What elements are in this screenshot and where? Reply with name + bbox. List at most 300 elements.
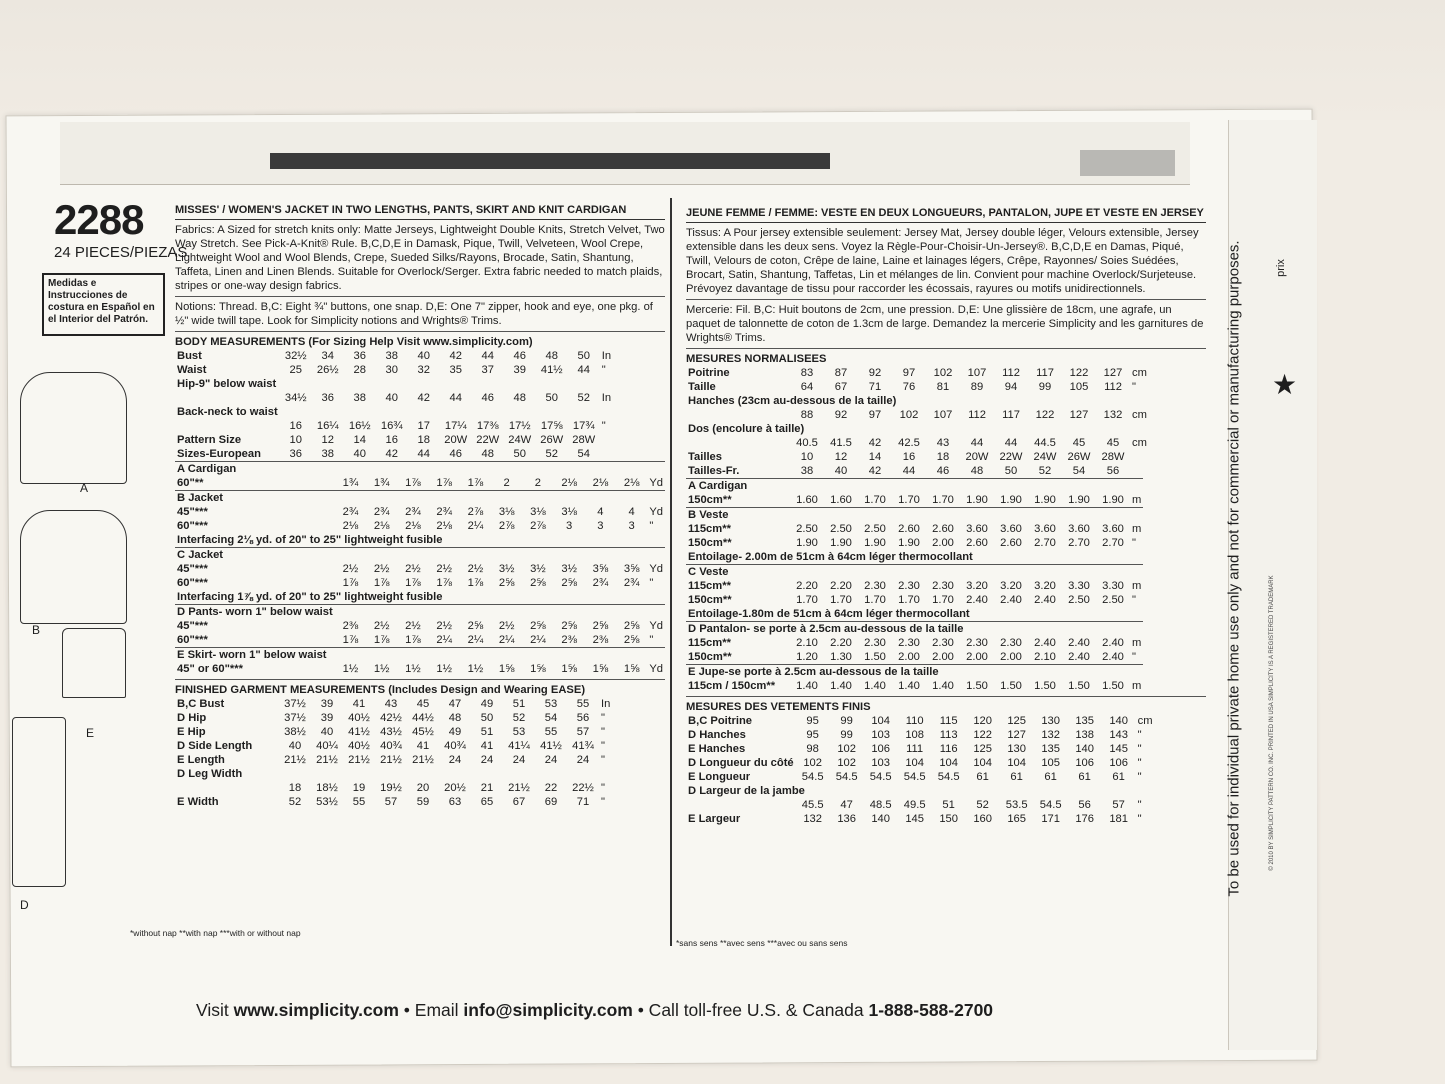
- table-row: [686, 607, 1143, 622]
- table-cell: 1.90: [796, 537, 818, 549]
- unit-cell: Yd: [649, 563, 663, 575]
- table-cell: 122: [1035, 409, 1055, 421]
- english-finished-table: [175, 697, 612, 809]
- table-cell: 20½: [444, 782, 466, 794]
- table-cell: 48: [513, 392, 526, 404]
- table-row: [175, 533, 665, 548]
- table-row: [175, 505, 665, 519]
- table-cell: 3.20: [1000, 580, 1022, 592]
- table-cell: 2.40: [1102, 651, 1124, 663]
- table-cell: 117: [1002, 409, 1020, 421]
- table-cell: 99: [840, 729, 853, 741]
- table-cell: 37½: [284, 698, 306, 710]
- table-row: [686, 408, 1149, 422]
- table-cell: 2⅝: [498, 577, 515, 589]
- table-cell: 63: [448, 796, 462, 808]
- table-cell: 122: [1069, 367, 1089, 379]
- table-cell: 3½: [530, 563, 546, 575]
- table-row: [686, 565, 1143, 580]
- table-cell: 115: [939, 715, 958, 727]
- unit-cell: Yd: [649, 477, 663, 489]
- table-cell: [343, 767, 375, 781]
- table-cell: 136: [837, 813, 856, 825]
- table-row: [175, 391, 613, 405]
- table-cell: 1.20: [796, 651, 818, 663]
- table-cell: 35: [449, 364, 462, 376]
- table-cell: 81: [936, 381, 950, 393]
- table-cell: 1.70: [864, 494, 886, 506]
- table-cell: [440, 377, 472, 391]
- table-cell: 55: [576, 698, 590, 710]
- unit-cell: ": [601, 782, 605, 794]
- price-label: prix: [1274, 259, 1287, 277]
- table-cell: [616, 462, 647, 477]
- table-cell: 1.90: [1000, 494, 1022, 506]
- table-row: [686, 579, 1143, 593]
- table-cell: 16¾: [380, 420, 403, 432]
- row-label: Interfacing 2⅛ yd. of 20" to 25" lightweight fusible: [177, 534, 443, 546]
- table-cell: 1⅞: [342, 634, 359, 646]
- table-cell: 2⅛: [623, 477, 640, 489]
- unit-cell: ": [601, 726, 605, 738]
- unit-cell: [600, 433, 613, 447]
- table-cell: 2⅝: [561, 577, 577, 589]
- table-cell: 14: [353, 434, 366, 446]
- table-cell: 36: [353, 350, 366, 362]
- table-row: [686, 714, 1155, 728]
- table-cell: 40: [385, 392, 398, 404]
- table-cell: 1.70: [932, 594, 954, 606]
- table-cell: 138: [1075, 729, 1094, 741]
- table-cell: 97: [868, 409, 882, 421]
- table-cell: 2.70: [1034, 537, 1056, 549]
- row-label: A Cardigan: [175, 462, 335, 477]
- table-cell: [407, 767, 439, 781]
- table-cell: 1.50: [1000, 680, 1022, 692]
- table-cell: 53: [544, 698, 558, 710]
- table-cell: [616, 548, 647, 563]
- table-cell: 2.30: [864, 580, 886, 592]
- table-cell: 20W: [444, 434, 468, 446]
- table-cell: 2½: [405, 620, 421, 632]
- table-cell: 2.10: [1034, 651, 1056, 663]
- table-cell: [472, 377, 504, 391]
- table-cell: 1½: [467, 663, 484, 675]
- table-cell: 2.50: [1102, 594, 1124, 606]
- table-cell: 42.5: [898, 437, 920, 449]
- table-cell: 2⅜: [342, 620, 359, 632]
- unit-cell: [647, 491, 665, 506]
- table-cell: 143: [1109, 729, 1128, 741]
- table-cell: 43: [384, 698, 398, 710]
- table-cell: 1.90: [864, 537, 886, 549]
- table-cell: 18: [936, 451, 950, 463]
- table-cell: 45: [1106, 437, 1120, 449]
- table-cell: [554, 648, 585, 663]
- table-cell: 2⅝: [467, 620, 484, 632]
- row-label: D Leg Width: [177, 768, 243, 780]
- unit-cell: ": [1132, 594, 1136, 606]
- table-cell: [491, 548, 522, 563]
- table-cell: 1.60: [796, 494, 818, 506]
- row-label: Tailles-Fr.: [688, 465, 740, 477]
- table-cell: 2.60: [966, 537, 988, 549]
- table-cell: 18½: [316, 782, 338, 794]
- table-cell: 38: [385, 350, 398, 362]
- table-row: [686, 770, 1155, 784]
- table-cell: 2.50: [796, 523, 818, 535]
- table-cell: 48: [448, 712, 462, 724]
- table-cell: 3.60: [966, 523, 988, 535]
- table-row: [175, 476, 665, 491]
- english-yardage-table: [175, 461, 665, 676]
- table-cell: 50: [1004, 465, 1018, 477]
- row-label: D Largeur de la jambe: [688, 785, 805, 797]
- table-cell: 106: [1109, 757, 1128, 769]
- row-label: 60"***: [177, 577, 208, 589]
- table-cell: 42: [868, 437, 882, 449]
- table-cell: 106: [1075, 757, 1094, 769]
- unit-cell: m: [1132, 494, 1142, 506]
- table-row: [175, 697, 612, 711]
- table-cell: [366, 548, 397, 563]
- table-cell: 1⅞: [405, 477, 421, 489]
- table-cell: 1.70: [898, 494, 920, 506]
- table-cell: 52: [288, 796, 302, 808]
- unit-cell: ": [1137, 813, 1142, 825]
- table-cell: 99: [1038, 381, 1052, 393]
- table-cell: 16: [385, 434, 398, 446]
- row-label: E Hanches: [688, 743, 746, 755]
- table-cell: [429, 648, 460, 663]
- table-cell: 50: [480, 712, 494, 724]
- table-cell: 1⅞: [405, 577, 421, 589]
- table-cell: 102: [933, 367, 953, 379]
- table-cell: 26½: [316, 364, 339, 376]
- unit-cell: Yd: [649, 663, 663, 675]
- table-cell: [504, 377, 536, 391]
- table-cell: 56: [576, 712, 590, 724]
- table-row: [686, 493, 1143, 508]
- table-cell: 24W: [508, 434, 532, 446]
- table-cell: 127: [1007, 729, 1026, 741]
- view-label-d: D: [20, 898, 29, 912]
- unit-cell: ": [1137, 799, 1142, 811]
- table-cell: 47: [448, 698, 462, 710]
- row-label: Back-neck to waist: [177, 406, 278, 418]
- table-cell: 37½: [284, 712, 306, 724]
- table-cell: 67: [512, 796, 526, 808]
- table-cell: [366, 648, 397, 663]
- usage-disclaimer: To be used for individual private home use only and not for commercial or manufacturing purposes.: [1225, 240, 1243, 897]
- table-cell: 52: [545, 448, 558, 460]
- table-cell: 54.5: [1039, 799, 1062, 811]
- row-label: Pattern Size: [177, 434, 242, 446]
- row-label: 60"***: [177, 520, 208, 532]
- table-cell: 94: [1004, 381, 1018, 393]
- table-cell: 54.5: [835, 771, 858, 783]
- table-cell: [311, 767, 343, 781]
- row-label: Sizes-European: [177, 448, 261, 460]
- row-label: Entoilage-1.80m de 51cm à 64cm léger thermocollant: [688, 608, 970, 620]
- table-cell: 45.5: [801, 799, 824, 811]
- table-cell: 22: [544, 782, 558, 794]
- row-label: Interfacing 1⅞ yd. of 20" to 25" lightweight fusible: [177, 591, 443, 603]
- row-label: Dos (encolure à taille): [688, 423, 805, 435]
- table-cell: 2.50: [864, 523, 886, 535]
- unit-cell: [1130, 464, 1149, 478]
- row-label: E Largeur: [688, 813, 741, 825]
- table-row: [175, 662, 665, 676]
- table-cell: 2⅞: [467, 506, 484, 518]
- table-cell: 1.40: [796, 680, 818, 692]
- table-row: [175, 519, 665, 533]
- table-cell: 41½: [348, 726, 370, 738]
- pieces-count: 24 PIECES/PIEZAS: [54, 244, 188, 261]
- row-label: B Jacket: [175, 491, 335, 506]
- table-cell: 53½: [316, 796, 338, 808]
- table-cell: [376, 377, 408, 391]
- table-cell: 2.60: [932, 523, 954, 535]
- table-cell: 28W: [572, 434, 596, 446]
- table-cell: 106: [871, 743, 890, 755]
- table-cell: 48: [970, 465, 984, 477]
- unit-cell: ": [1137, 757, 1142, 769]
- table-cell: 53: [512, 726, 526, 738]
- table-cell: [568, 377, 600, 391]
- table-cell: 51: [512, 698, 526, 710]
- table-cell: [568, 405, 600, 419]
- table-cell: 2⅝: [623, 620, 640, 632]
- table-cell: 1.90: [1068, 494, 1090, 506]
- row-label: E Width: [177, 796, 219, 808]
- table-cell: 45: [416, 698, 430, 710]
- table-cell: 2⅝: [561, 620, 577, 632]
- table-cell: 171: [1041, 813, 1060, 825]
- table-cell: 36: [289, 448, 302, 460]
- row-label: D Side Length: [177, 740, 253, 752]
- view-a-sketch: [20, 372, 127, 484]
- footer-website-link[interactable]: www.simplicity.com: [233, 1000, 399, 1020]
- table-cell: 104: [1007, 757, 1026, 769]
- table-cell: 140: [1109, 715, 1128, 727]
- table-cell: 17⅝: [540, 420, 563, 432]
- table-cell: 46: [481, 392, 494, 404]
- table-cell: 40: [320, 726, 334, 738]
- table-cell: 42: [417, 392, 430, 404]
- table-row: [175, 447, 613, 461]
- table-cell: 2.00: [932, 651, 954, 663]
- table-cell: 132: [1103, 409, 1123, 421]
- table-cell: 1.90: [1102, 494, 1124, 506]
- table-row: [175, 633, 665, 648]
- table-cell: 3⅝: [623, 563, 640, 575]
- view-label-b: B: [32, 623, 41, 637]
- row-label: 60"**: [177, 477, 204, 489]
- row-label: D Hip: [177, 712, 207, 724]
- table-row: [686, 366, 1149, 380]
- table-cell: 150: [939, 813, 958, 825]
- table-row: [686, 394, 1149, 408]
- table-cell: 61: [1044, 771, 1057, 783]
- table-cell: 2½: [373, 620, 390, 632]
- table-cell: 40¾: [380, 740, 402, 752]
- table-cell: 46: [513, 350, 526, 362]
- table-cell: 46: [449, 448, 462, 460]
- table-cell: [376, 405, 408, 419]
- english-finished-title: FINISHED GARMENT MEASUREMENTS (Includes Design and Wearing EASE): [175, 684, 586, 696]
- table-cell: 2.00: [932, 537, 954, 549]
- unit-cell: m: [1132, 580, 1142, 592]
- table-cell: 26W: [1067, 451, 1091, 463]
- table-cell: 45: [1072, 437, 1086, 449]
- table-cell: 3⅛: [561, 506, 577, 518]
- view-e-sketch: [62, 628, 126, 698]
- table-cell: 39: [513, 364, 526, 376]
- table-cell: 2⅝: [592, 620, 609, 632]
- table-cell: 107: [967, 367, 987, 379]
- table-cell: [554, 462, 585, 477]
- row-label: D Pants- worn 1" below waist: [177, 606, 333, 618]
- table-cell: 32: [417, 364, 430, 376]
- table-cell: 10: [800, 451, 814, 463]
- table-cell: 1¾: [342, 477, 359, 489]
- table-cell: 105: [1041, 757, 1060, 769]
- row-label: D Hanches: [688, 729, 746, 741]
- table-cell: 41: [416, 740, 430, 752]
- table-cell: 16: [289, 420, 302, 432]
- table-cell: 47: [840, 799, 853, 811]
- table-cell: [536, 377, 568, 391]
- table-cell: 54: [1072, 465, 1086, 477]
- table-cell: 2½: [436, 563, 452, 575]
- table-cell: 1.40: [932, 680, 954, 692]
- table-cell: 61: [1112, 771, 1125, 783]
- spanish-instructions-box: Medidas e Instrucciones de costura en Español en el Interior del Patrón.: [42, 273, 165, 336]
- view-d-sketch: [12, 717, 66, 887]
- table-row: [175, 795, 612, 809]
- row-label: 45"***: [177, 620, 208, 632]
- background-top: [0, 0, 1445, 120]
- table-cell: 24: [512, 754, 526, 766]
- unit-cell: cm: [1132, 367, 1147, 379]
- table-cell: 110: [905, 715, 924, 727]
- table-cell: [536, 405, 568, 419]
- table-cell: 2.00: [1000, 651, 1022, 663]
- table-cell: 41: [352, 698, 366, 710]
- footer-email-link[interactable]: info@simplicity.com: [463, 1000, 633, 1020]
- english-footnote: *without nap **with nap ***with or without nap: [130, 928, 301, 938]
- table-cell: 57: [384, 796, 398, 808]
- footer-email-label: • Email: [398, 1000, 464, 1020]
- unit-cell: [600, 405, 613, 419]
- table-cell: 38: [353, 392, 366, 404]
- table-row: [175, 767, 612, 781]
- table-cell: 3.60: [1102, 523, 1124, 535]
- table-cell: 40: [353, 448, 366, 460]
- table-cell: 44.5: [1034, 437, 1056, 449]
- table-cell: 1½: [436, 663, 452, 675]
- table-cell: 61: [976, 771, 989, 783]
- unit-cell: In: [601, 350, 612, 362]
- table-cell: 49: [448, 726, 462, 738]
- table-row: [175, 619, 665, 633]
- table-cell: 38½: [284, 726, 306, 738]
- table-cell: 34: [321, 350, 334, 362]
- table-row: [686, 508, 1143, 523]
- table-cell: 2: [503, 477, 510, 489]
- table-cell: [366, 462, 397, 477]
- table-cell: 102: [803, 757, 822, 769]
- table-cell: 24: [480, 754, 494, 766]
- table-cell: 21½: [316, 754, 338, 766]
- table-cell: 48: [481, 448, 494, 460]
- table-cell: 1.70: [864, 594, 886, 606]
- table-row: [686, 812, 1155, 826]
- table-cell: 2.70: [1068, 537, 1090, 549]
- table-cell: 1⅞: [436, 477, 452, 489]
- table-cell: 20: [416, 782, 430, 794]
- table-cell: 26W: [540, 434, 564, 446]
- table-cell: 132: [803, 813, 822, 825]
- table-cell: 57: [1112, 799, 1125, 811]
- table-cell: 122: [973, 729, 992, 741]
- table-cell: 112: [1002, 367, 1020, 379]
- row-label: [175, 391, 280, 405]
- table-cell: 25: [289, 364, 302, 376]
- table-cell: 41: [480, 740, 494, 752]
- table-cell: 145: [905, 813, 924, 825]
- table-cell: [335, 648, 366, 663]
- table-cell: [460, 548, 491, 563]
- table-cell: 2⅜: [592, 634, 609, 646]
- table-cell: 1⅝: [530, 663, 546, 675]
- table-cell: 50: [545, 392, 558, 404]
- row-label: 115cm / 150cm**: [688, 680, 776, 692]
- table-cell: 16: [902, 451, 916, 463]
- table-cell: 2⅝: [623, 634, 640, 646]
- table-cell: 103: [871, 757, 890, 769]
- table-cell: 2.40: [1034, 637, 1056, 649]
- table-row: [686, 436, 1149, 450]
- table-cell: 1⅝: [623, 663, 640, 675]
- table-cell: 2.20: [830, 637, 852, 649]
- table-cell: [279, 767, 311, 781]
- table-row: [686, 665, 1143, 680]
- table-cell: 2.30: [1000, 637, 1022, 649]
- table-cell: 2.00: [966, 651, 988, 663]
- table-cell: 1.70: [932, 494, 954, 506]
- french-yardage-table: [686, 478, 1143, 693]
- table-cell: 2¾: [405, 506, 421, 518]
- table-cell: 2.20: [796, 580, 818, 592]
- table-cell: [585, 491, 616, 506]
- unit-cell: [1130, 450, 1149, 464]
- table-cell: 4: [597, 506, 604, 518]
- table-cell: [585, 548, 616, 563]
- table-row: [686, 742, 1155, 756]
- table-cell: [522, 605, 553, 620]
- table-cell: [460, 491, 491, 506]
- english-fabrics: Fabrics: A Sized for stretch knits only: Matte Jerseys, Lightweight Double Knits, Stretch Velvet, Two Way Stretch. See Pick-A-Knit® Rule. B,C,D,E in Damask, Pique, Twill, Velveteen, Wool Crepe, Lightweight Wool and Wool Blends, Crepe, Sueded Silks/Rayons, Brocade, Satin, Shantung, Taffeta, Linen and Linen Blends. Suitable for Overlock/Serger. Extra fabric needed to match plaids, stripes or one-way design fabrics.: [175, 224, 665, 292]
- table-cell: 2.50: [1068, 594, 1090, 606]
- row-label: 150cm**: [688, 594, 732, 606]
- table-cell: 41¾: [572, 740, 594, 752]
- table-cell: 2½: [405, 563, 421, 575]
- table-row: [175, 363, 613, 377]
- table-cell: 3: [566, 520, 573, 532]
- table-cell: 40¾: [444, 740, 466, 752]
